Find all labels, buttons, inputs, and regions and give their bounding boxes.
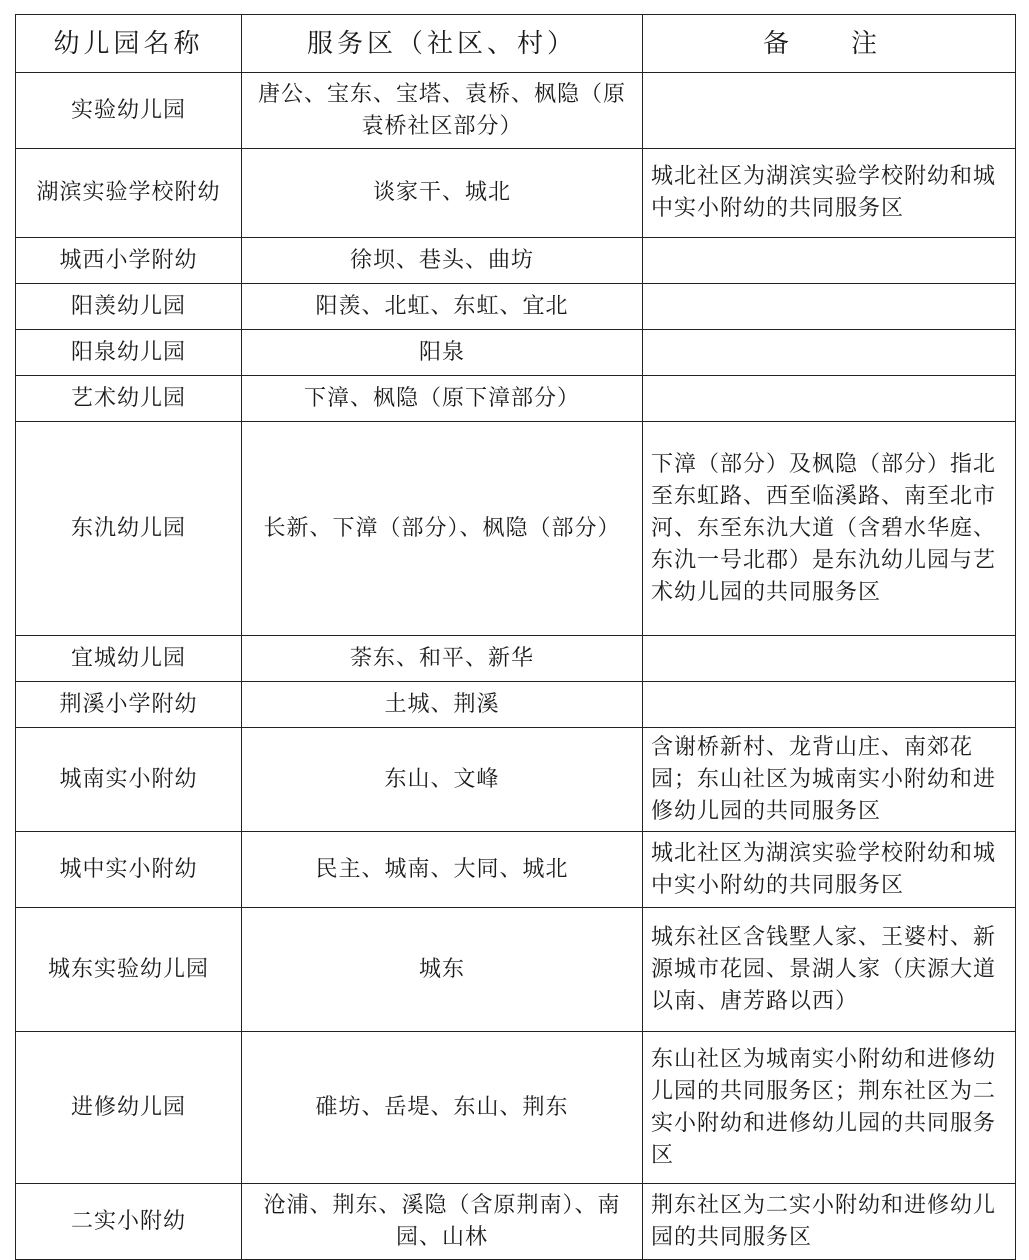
service-area-cell: 荼东、和平、新华 <box>242 636 643 682</box>
service-area-cell: 土城、荆溪 <box>242 682 643 728</box>
table-row <box>16 1184 1016 1260</box>
table-row <box>16 422 1016 636</box>
service-area-cell: 阳泉 <box>242 330 643 376</box>
kindergarten-name-cell: 二实小附幼 <box>16 1184 242 1260</box>
kindergarten-name-cell: 湖滨实验学校附幼 <box>16 149 242 238</box>
table-header-row <box>16 15 1016 73</box>
service-area-table <box>15 14 1016 1260</box>
table-row <box>16 1032 1016 1184</box>
table-row <box>16 908 1016 1032</box>
table-row <box>16 238 1016 284</box>
kindergarten-name-cell: 东氿幼儿园 <box>16 422 242 636</box>
kindergarten-name-cell: 城中实小附幼 <box>16 832 242 908</box>
service-area-cell: 阳羡、北虹、东虹、宜北 <box>242 284 643 330</box>
remarks-cell <box>643 636 1016 682</box>
header-kindergarten-name: 幼儿园名称 <box>16 15 242 73</box>
service-area-cell: 碓坊、岳堤、东山、荆东 <box>242 1032 643 1184</box>
service-area-cell: 下漳、枫隐（原下漳部分） <box>242 376 643 422</box>
kindergarten-name-cell: 阳羡幼儿园 <box>16 284 242 330</box>
remarks-cell: 城北社区为湖滨实验学校附幼和城中实小附幼的共同服务区 <box>643 832 1016 908</box>
remarks-cell <box>643 284 1016 330</box>
kindergarten-name-cell: 实验幼儿园 <box>16 73 242 149</box>
remarks-cell: 含谢桥新村、龙背山庄、南郊花园；东山社区为城南实小附幼和进修幼儿园的共同服务区 <box>643 728 1016 832</box>
service-area-cell: 沧浦、荆东、溪隐（含原荆南）、南园、山林 <box>242 1184 643 1260</box>
kindergarten-name-cell: 艺术幼儿园 <box>16 376 242 422</box>
service-area-cell: 民主、城南、大同、城北 <box>242 832 643 908</box>
table-row <box>16 832 1016 908</box>
service-area-cell: 长新、下漳（部分）、枫隐（部分） <box>242 422 643 636</box>
kindergarten-name-cell: 城南实小附幼 <box>16 728 242 832</box>
kindergarten-service-area-document <box>15 14 1016 1260</box>
kindergarten-name-cell: 阳泉幼儿园 <box>16 330 242 376</box>
kindergarten-name-cell: 宜城幼儿园 <box>16 636 242 682</box>
kindergarten-name-cell: 荆溪小学附幼 <box>16 682 242 728</box>
service-area-cell: 城东 <box>242 908 643 1032</box>
remarks-cell <box>643 73 1016 149</box>
header-service-area: 服务区（社区、村） <box>242 15 643 73</box>
kindergarten-name-cell: 城东实验幼儿园 <box>16 908 242 1032</box>
kindergarten-name-cell: 进修幼儿园 <box>16 1032 242 1184</box>
table-row <box>16 330 1016 376</box>
service-area-cell: 唐公、宝东、宝塔、袁桥、枫隐（原袁桥社区部分） <box>242 73 643 149</box>
table-row <box>16 728 1016 832</box>
table-row <box>16 284 1016 330</box>
table-row <box>16 682 1016 728</box>
service-area-cell: 徐坝、巷头、曲坊 <box>242 238 643 284</box>
remarks-cell <box>643 330 1016 376</box>
table-row <box>16 376 1016 422</box>
remarks-cell <box>643 682 1016 728</box>
table-row <box>16 73 1016 149</box>
remarks-cell: 荆东社区为二实小附幼和进修幼儿园的共同服务区 <box>643 1184 1016 1260</box>
table-row <box>16 149 1016 238</box>
remarks-cell: 下漳（部分）及枫隐（部分）指北至东虹路、西至临溪路、南至北市河、东至东氿大道（含碧水华庭、东氿一号北郡）是东氿幼儿园与艺术幼儿园的共同服务区 <box>643 422 1016 636</box>
table-row <box>16 636 1016 682</box>
kindergarten-name-cell: 城西小学附幼 <box>16 238 242 284</box>
service-area-cell: 东山、文峰 <box>242 728 643 832</box>
remarks-cell: 城北社区为湖滨实验学校附幼和城中实小附幼的共同服务区 <box>643 149 1016 238</box>
remarks-cell <box>643 238 1016 284</box>
remarks-cell: 城东社区含钱墅人家、王婆村、新源城市花园、景湖人家（庆源大道以南、唐芳路以西） <box>643 908 1016 1032</box>
remarks-cell <box>643 376 1016 422</box>
service-area-cell: 谈家干、城北 <box>242 149 643 238</box>
header-remarks: 备 注 <box>643 15 1016 73</box>
remarks-cell: 东山社区为城南实小附幼和进修幼儿园的共同服务区；荆东社区为二实小附幼和进修幼儿园的共同服务区 <box>643 1032 1016 1184</box>
